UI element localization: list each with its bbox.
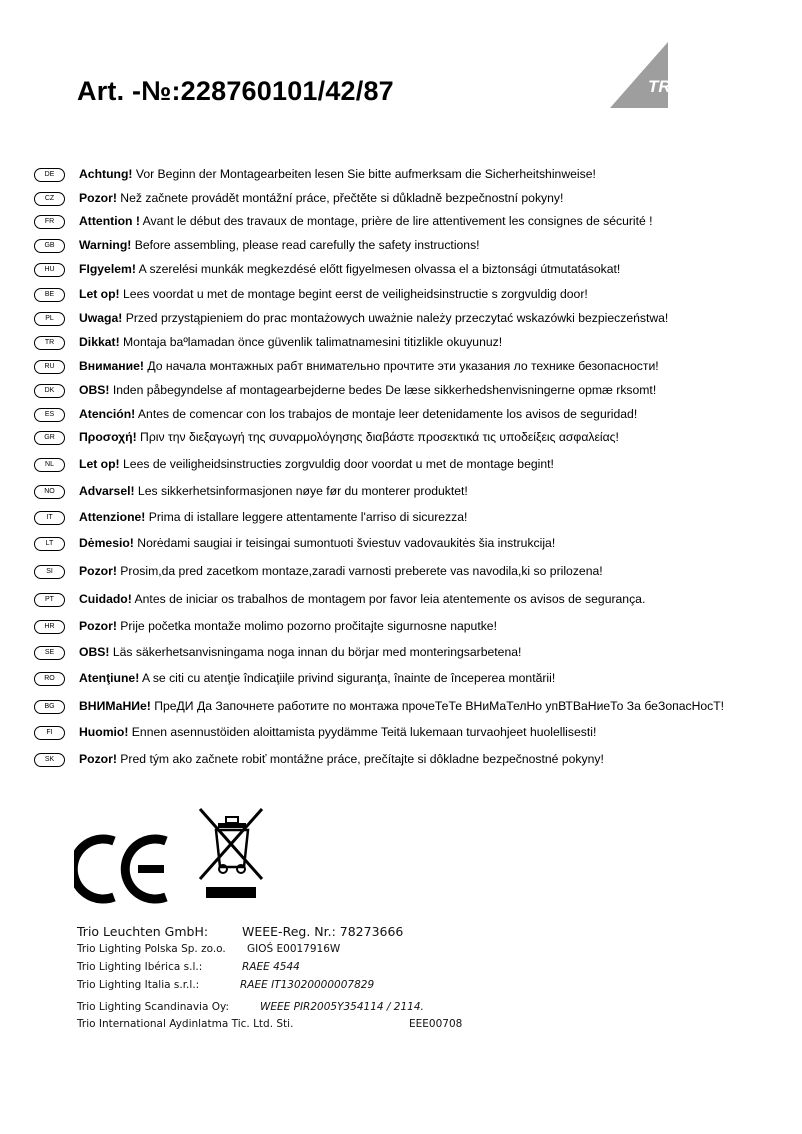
warning-text	[79, 619, 497, 634]
warning-heading: Advarsel!	[79, 484, 135, 498]
warning-text	[79, 191, 563, 206]
warning-text	[79, 564, 603, 579]
company-name: Trio Lighting Ibérica s.l.:	[77, 961, 203, 973]
warning-body: Inden påbegyndelse af montagearbejderne bedes De læse sikkerhedshenvisningerne opmæ rksomt!	[109, 383, 657, 397]
warning-text	[79, 645, 521, 660]
company-name: Trio Lighting Scandinavia Oy:	[77, 1001, 229, 1013]
warning-text	[79, 311, 668, 326]
warning-text	[79, 510, 467, 525]
warning-heading: Attenzione!	[79, 510, 146, 524]
warning-text	[79, 725, 596, 740]
warning-text	[79, 383, 656, 398]
language-code-badge: TR	[34, 336, 65, 350]
warning-text	[79, 287, 588, 302]
warning-body: Before assembling, please read carefully the safety instructions!	[131, 238, 480, 252]
warning-text	[79, 484, 468, 499]
warning-heading: Dėmesio!	[79, 536, 134, 550]
language-code-badge: LT	[34, 537, 65, 551]
language-code-badge: GR	[34, 431, 65, 445]
language-code-badge: FR	[34, 215, 65, 229]
registration-number: WEEE-Reg. Nr.: 78273666	[242, 924, 404, 939]
language-code-badge: NO	[34, 485, 65, 499]
warning-body: Než začnete provádět montážní práce, přečtěte si důkladně bezpečnostní pokyny!	[116, 191, 564, 205]
warning-body: Avant le début des travaux de montage, prière de lire attentivement les consignes de sécurité !	[139, 214, 653, 228]
article-title: Art. -№:228760101/42/87	[77, 76, 394, 106]
warning-heading: Attention !	[79, 214, 140, 228]
warning-heading: OBS!	[79, 645, 110, 659]
warning-text	[79, 407, 637, 422]
warning-body: Vor Beginn der Montagearbeiten lesen Sie bitte aufmerksam die Sicherheitshinweise!	[132, 167, 596, 181]
warning-heading: Atención!	[79, 407, 136, 421]
warning-heading: ВНИМаНИе!	[79, 699, 151, 713]
warning-heading: Pozor!	[79, 191, 117, 205]
warning-heading: FIgyelem!	[79, 262, 136, 276]
footer-row	[77, 979, 375, 991]
language-code-badge: FI	[34, 726, 65, 740]
company-name: Trio Lighting Italia s.r.l.:	[77, 979, 200, 991]
warning-heading: Uwaga!	[79, 311, 123, 325]
warning-heading: Atenţiune!	[79, 671, 140, 685]
warning-body: Lees voordat u met de montage begint eerst de veiligheidsinstructie s zorgvuldig door!	[119, 287, 588, 301]
warning-body: ПреДИ Да Започнете работите по монтажа прочеТеТе ВНиМаТелНо упВТВаНиеТо За беЗопасНосТ!	[150, 699, 725, 713]
warning-heading: Huomio!	[79, 725, 129, 739]
language-code-badge: RO	[34, 672, 65, 686]
warning-body: До начала монтажных рабт внимательно прочтите эти указания ло технике безопасности!	[143, 359, 659, 373]
warning-text	[79, 430, 619, 445]
language-code-badge: SE	[34, 646, 65, 660]
language-code-badge: RU	[34, 360, 65, 374]
language-code-badge: ES	[34, 408, 65, 422]
footer-row	[77, 924, 404, 939]
company-name: Trio Lighting Polska Sp. zo.o.	[77, 943, 226, 955]
warning-body: A szerelési munkák megkezdésé előtt figyelmesen olvassa el a biztonsági útmutatásokat!	[135, 262, 621, 276]
warning-heading: Let op!	[79, 287, 120, 301]
warning-text	[79, 752, 604, 767]
footer-row	[77, 1018, 463, 1030]
registration-number: RAEE IT13020000007829	[240, 979, 375, 991]
warning-body: Prosim,da pred zacetkom montaze,zaradi varnosti preberete vas navodila,ki so prilozena!	[116, 564, 603, 578]
footer-row	[77, 961, 300, 973]
warning-body: Norėdami saugiai ir teisingai sumontuoti šviestuv vadovaukitės šia instrukcija!	[133, 536, 556, 550]
warning-heading: Warning!	[79, 238, 132, 252]
warning-body: Ennen asennustöiden aloittamista pyydämme Teitä lukemaan turvaohjeet huolellisesti!	[128, 725, 597, 739]
warning-text	[79, 592, 645, 607]
language-code-badge: GB	[34, 239, 65, 253]
language-code-badge: DE	[34, 168, 65, 182]
warning-body: Antes de comencar con los trabajos de montaje leer detenidamente los avisos de seguridad!	[135, 407, 638, 421]
language-code-badge: PL	[34, 312, 65, 326]
registration-number: GIOŚ E0017916W	[247, 943, 341, 955]
ce-mark-icon	[74, 833, 174, 905]
language-code-badge: IT	[34, 511, 65, 525]
registration-number: RAEE 4544	[242, 961, 300, 973]
warning-text	[79, 335, 502, 350]
warning-body: Πριν την διεξαγωγή της συναρμολόγησης διαβάστε προσεκτικά τις υποδείξεις ασφαλείας!	[136, 430, 619, 444]
warning-heading: OBS!	[79, 383, 110, 397]
warning-body: Antes de iniciar os trabalhos de montagem por favor leia atentemente os avisos de segurança.	[131, 592, 646, 606]
language-code-badge: SI	[34, 565, 65, 579]
footer-row	[77, 1001, 424, 1013]
warning-heading: Let op!	[79, 457, 120, 471]
warning-heading: Cuidado!	[79, 592, 132, 606]
warning-text	[79, 262, 620, 277]
warning-text	[79, 359, 659, 374]
warning-text	[79, 167, 596, 182]
footer-row	[77, 943, 341, 955]
warning-heading: Pozor!	[79, 564, 117, 578]
warning-text	[79, 238, 480, 253]
warning-body: Pred tým ako začnete robiť montážne práce, prečítajte si dôkladne bezpečnostné pokyny!	[116, 752, 604, 766]
language-code-badge: BG	[34, 700, 65, 714]
warning-body: Prije početka montaže molimo pozorno pročitajte sigurnosne naputke!	[116, 619, 497, 633]
trio-logo-text: TRIO	[648, 77, 689, 96]
language-code-badge: BE	[34, 288, 65, 302]
warning-body: Przed przystąpieniem do prac montażowych uważnie należy przeczytać wskazówki bezpieczeństwa!	[122, 311, 669, 325]
crossed-out-wheelie-bin-icon	[196, 805, 266, 905]
warning-text	[79, 699, 724, 714]
warning-body: A se citi cu atenţie îndicaţiile privind siguranţa, înainte de începerea montării!	[139, 671, 556, 685]
warning-heading: Achtung!	[79, 167, 133, 181]
language-code-badge: HR	[34, 620, 65, 634]
language-code-badge: HU	[34, 263, 65, 277]
warning-body: Prima di istallare leggere attentamente l'arriso di sicurezza!	[145, 510, 468, 524]
warning-body: Läs säkerhetsanvisningama noga innan du börjar med monteringsarbetena!	[109, 645, 522, 659]
warning-text	[79, 214, 653, 229]
language-code-badge: DK	[34, 384, 65, 398]
warning-body: Lees de veiligheidsinstructies zorgvuldig door voordat u met de montage begint!	[119, 457, 554, 471]
warning-body: Les sikkerhetsinformasjonen nøye før du monterer produktet!	[134, 484, 468, 498]
warning-heading: Pozor!	[79, 752, 117, 766]
warning-heading: Dikkat!	[79, 335, 120, 349]
language-code-badge: NL	[34, 458, 65, 472]
language-code-badge: CZ	[34, 192, 65, 206]
company-name: Trio International Aydinlatma Tic. Ltd. Sti.	[77, 1018, 294, 1030]
warning-text	[79, 671, 555, 686]
warning-text	[79, 536, 555, 551]
registration-number: WEEE PIR2005Y354114 / 2114.	[260, 1001, 424, 1013]
language-code-badge: SK	[34, 753, 65, 767]
warning-body: Montaja baºlamadan önce güvenlik talimatnamesini titizlikle okuyunuz!	[119, 335, 503, 349]
warning-heading: Προσοχή!	[79, 430, 137, 444]
language-code-badge: PT	[34, 593, 65, 607]
warning-text	[79, 457, 554, 472]
company-name: Trio Leuchten GmbH:	[77, 924, 209, 939]
warning-heading: Внимание!	[79, 359, 144, 373]
warning-heading: Pozor!	[79, 619, 117, 633]
registration-number: EEE00708	[409, 1018, 463, 1030]
